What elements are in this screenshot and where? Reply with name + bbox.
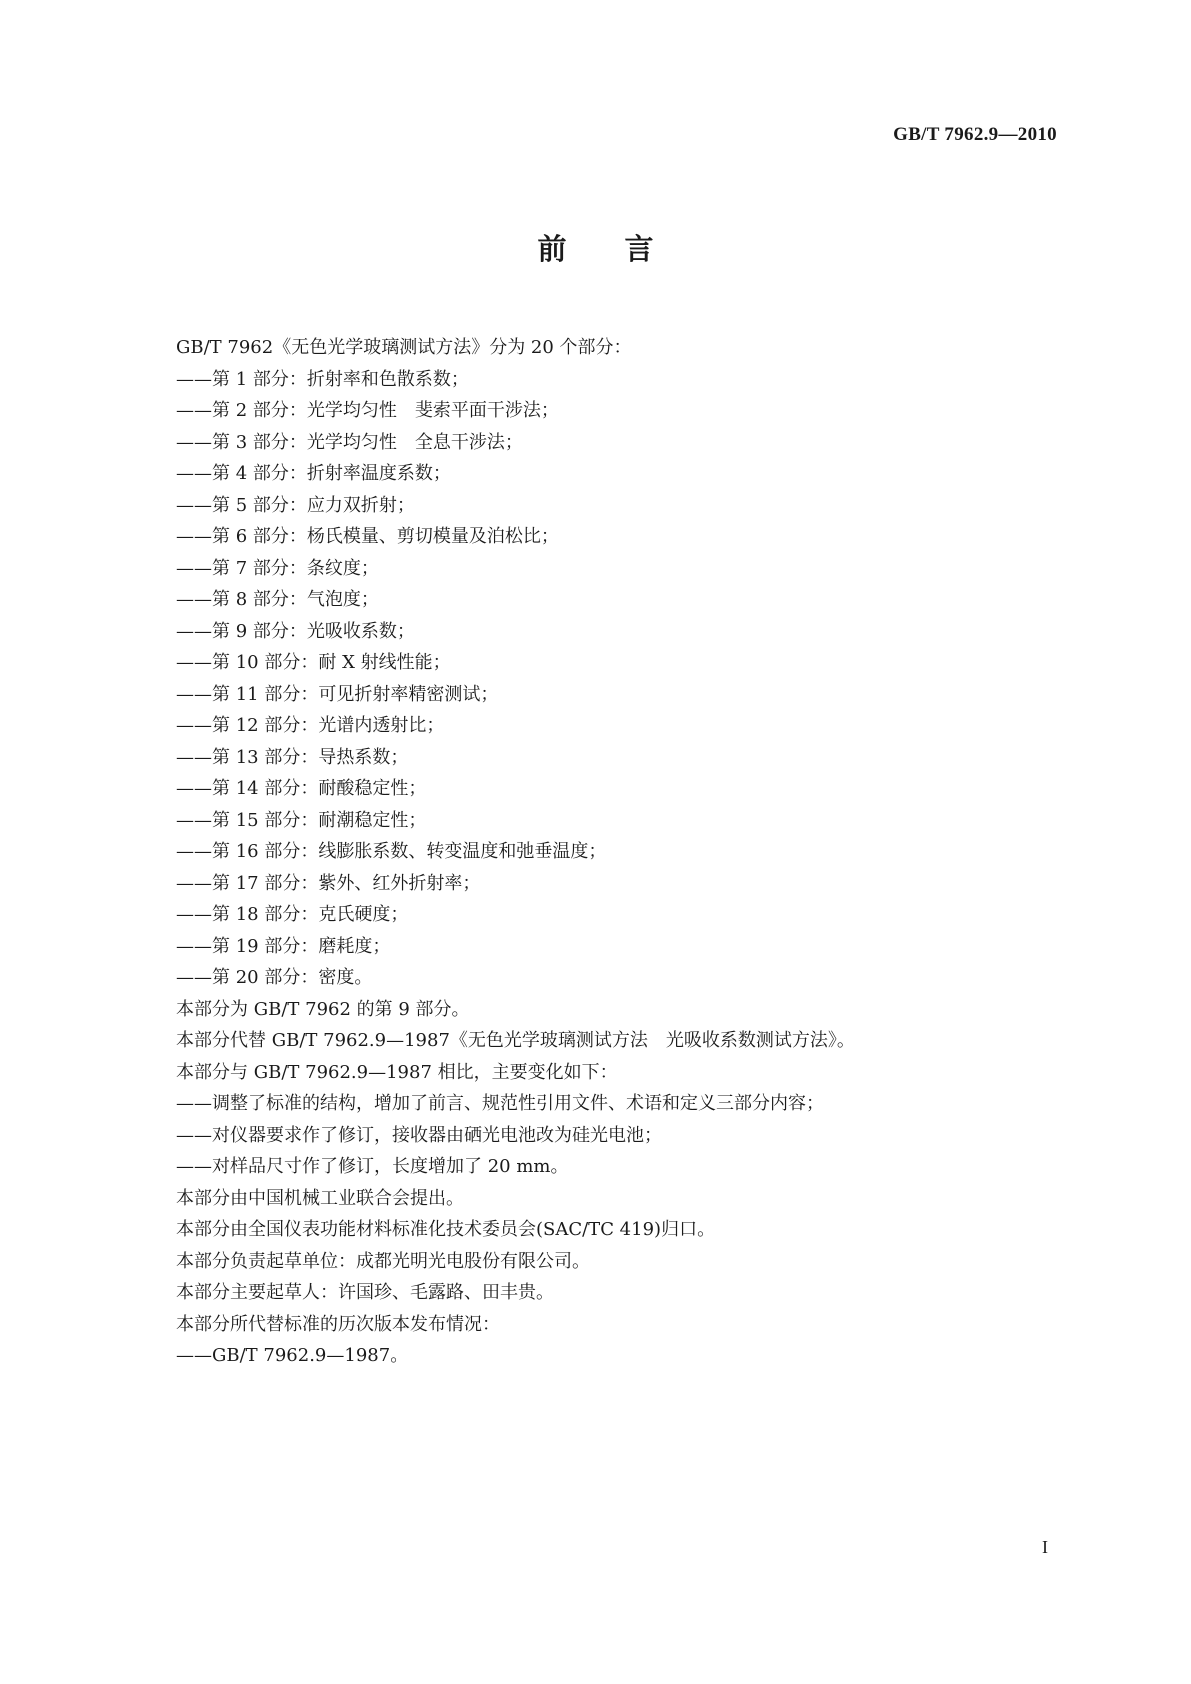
body-line: ——第 1 部分：折射率和色散系数； <box>176 368 469 390</box>
body-line: ——第 16 部分：线膨胀系数、转变温度和弛垂温度； <box>176 841 607 862</box>
body-line: GB/T 7962《无色光学玻璃测试方法》分为 20 个部分： <box>176 337 632 358</box>
page-number: I <box>1042 1537 1048 1557</box>
body-line: ——对样品尺寸作了修订，长度增加了 20 mm。 <box>176 1156 569 1177</box>
body-line: ——GB/T 7962.9—1987。 <box>176 1345 409 1366</box>
body-line: ——第 10 部分：耐 X 射线性能； <box>176 652 451 673</box>
body-line: 本部分为 GB/T 7962 的第 9 部分。 <box>176 998 470 1020</box>
body-line: 本部分代替 GB/T 7962.9—1987《无色光学玻璃测试方法 光吸收系数测试方法》。 <box>176 1030 855 1051</box>
body-line: ——第 9 部分：光吸收系数； <box>176 620 415 642</box>
body-line: ——第 19 部分：磨耗度； <box>176 935 391 957</box>
body-line: ——第 20 部分：密度。 <box>176 967 373 988</box>
body-line: ——对仪器要求作了修订，接收器由硒光电池改为硅光电池； <box>176 1124 662 1146</box>
body-line: ——第 17 部分：紫外、红外折射率； <box>176 872 481 894</box>
body-line: ——第 12 部分：光谱内透射比； <box>176 715 445 736</box>
body-line: 本部分由中国机械工业联合会提出。 <box>176 1187 464 1209</box>
body-line: ——调整了标准的结构，增加了前言、规范性引用文件、术语和定义三部分内容； <box>176 1093 824 1114</box>
body-line: ——第 18 部分：克氏硬度； <box>176 904 409 925</box>
standard-code-header: GB/T 7962.9—2010 <box>893 124 1057 145</box>
body-line: ——第 7 部分：条纹度； <box>176 557 379 579</box>
body-line: 本部分所代替标准的历次版本发布情况： <box>176 1313 500 1335</box>
body-line: ——第 4 部分：折射率温度系数； <box>176 463 451 484</box>
body-line: 本部分负责起草单位：成都光明光电股份有限公司。 <box>176 1250 590 1272</box>
body-line: ——第 2 部分：光学均匀性 斐索平面干涉法； <box>176 400 559 421</box>
body-line: ——第 8 部分：气泡度； <box>176 589 379 610</box>
body-line: 本部分由全国仪表功能材料标准化技术委员会(SAC/TC 419)归口。 <box>176 1219 716 1240</box>
body-line: ——第 6 部分：杨氏模量、剪切模量及泊松比； <box>176 526 559 547</box>
page-title: 前言 <box>537 232 712 266</box>
body-line: ——第 13 部分：导热系数； <box>176 746 409 768</box>
body-line: ——第 15 部分：耐潮稳定性； <box>176 809 427 831</box>
body-line: 本部分与 GB/T 7962.9—1987 相比，主要变化如下： <box>176 1061 618 1083</box>
body-line: ——第 5 部分：应力双折射； <box>176 494 415 516</box>
foreword-body <box>176 332 1056 1372</box>
body-line: ——第 3 部分：光学均匀性 全息干涉法； <box>176 431 523 453</box>
body-line: ——第 11 部分：可见折射率精密测试； <box>176 683 499 705</box>
body-line: ——第 14 部分：耐酸稳定性； <box>176 778 427 799</box>
body-line: 本部分主要起草人：许国珍、毛露路、田丰贵。 <box>176 1282 554 1303</box>
